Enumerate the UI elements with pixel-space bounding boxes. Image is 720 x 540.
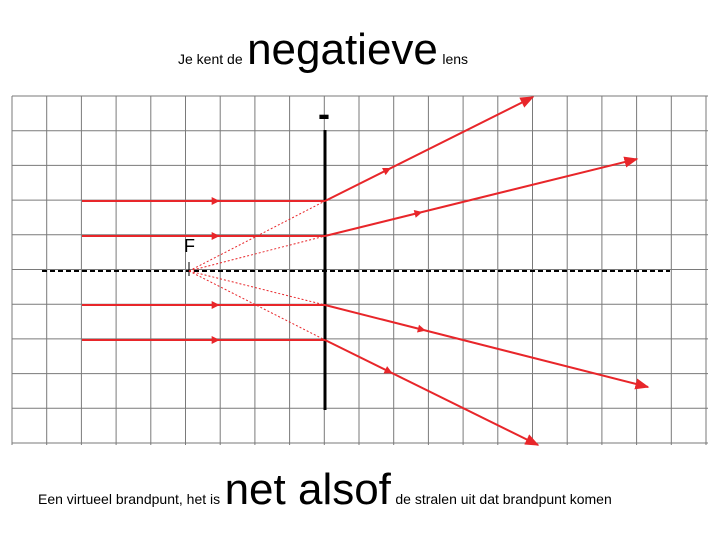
title-prefix: Je kent de [178, 51, 243, 67]
ray-arrowhead [212, 197, 220, 205]
outgoing-ray [325, 159, 637, 236]
ray-arrowhead [417, 325, 426, 333]
outgoing-ray [325, 340, 538, 445]
footer-prefix: Een virtueel brandpunt, het is [38, 491, 221, 507]
ray-arrowhead [212, 232, 220, 240]
virtual-ray-extension [189, 271, 325, 305]
ray-arrowhead [212, 301, 220, 309]
footer-suffix: de stralen uit dat brandpunt komen [395, 491, 612, 507]
title-highlight: negatieve [247, 25, 438, 74]
outgoing-ray [325, 305, 648, 387]
virtual-ray-extension [189, 236, 325, 271]
ray-arrowhead [414, 210, 423, 218]
title-suffix: lens [442, 51, 469, 67]
slide-footer [38, 465, 612, 514]
outgoing-ray [325, 97, 533, 201]
focal-point-label: F [184, 236, 195, 256]
ray-arrowhead [212, 336, 220, 344]
lens-sign: - [318, 93, 330, 134]
footer-highlight: net alsof [224, 465, 391, 514]
